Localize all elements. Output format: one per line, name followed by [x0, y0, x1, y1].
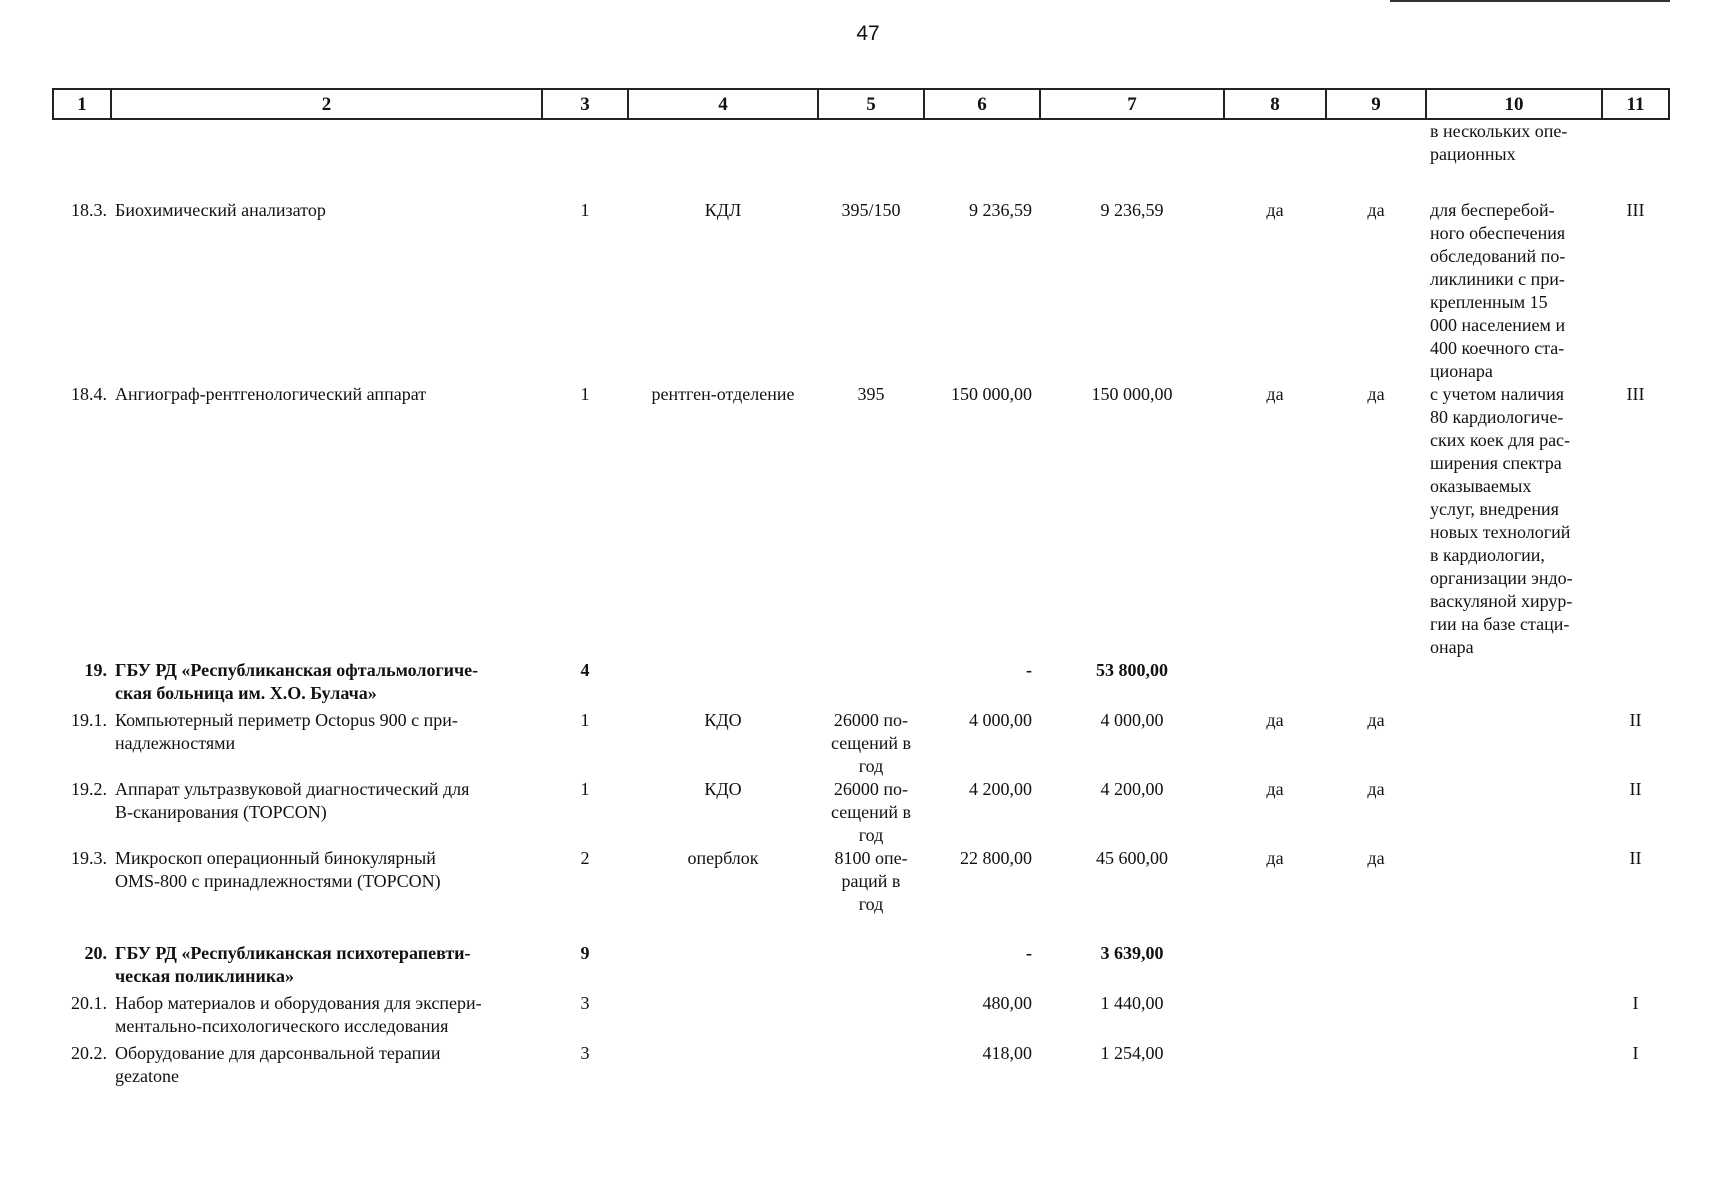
justification [1426, 778, 1602, 847]
column-8-value: да [1266, 384, 1284, 404]
row-number [53, 119, 111, 199]
item-name: Набор материалов и оборудования для экспери- ментально-психологического исследования [115, 993, 482, 1036]
department [628, 659, 818, 709]
quantity: 9 [580, 943, 590, 963]
column-9-value [1326, 659, 1426, 709]
column-9-value: да [1367, 384, 1385, 404]
total-cost: 9 236,59 [1100, 200, 1164, 220]
column-8-value: да [1266, 848, 1284, 868]
column-header: 7 [1040, 89, 1224, 119]
workload [818, 1042, 924, 1092]
item-name: Компьютерный периметр Octopus 900 с при- надлежностями [115, 710, 458, 753]
table-row [53, 942, 1669, 992]
table-body [53, 89, 1669, 1092]
total-cost: 4 000,00 [1100, 710, 1164, 730]
department [628, 992, 818, 1042]
total-cost: 45 600,00 [1096, 848, 1168, 868]
column-9-value: да [1367, 779, 1385, 799]
table-row [53, 199, 1669, 383]
column-header: 9 [1326, 89, 1426, 119]
row-number: 18.4. [71, 384, 107, 404]
table-row [53, 119, 1669, 199]
department: КДО [704, 779, 742, 799]
category [1602, 942, 1669, 992]
quantity: 1 [580, 200, 590, 220]
category: II [1629, 710, 1642, 730]
category [1602, 119, 1669, 199]
total-cost: 4 200,00 [1100, 779, 1164, 799]
total-cost: 1 440,00 [1100, 993, 1164, 1013]
workload: 395 [857, 384, 885, 404]
justification: в нескольких опе- рационных [1430, 121, 1568, 164]
quantity: 1 [580, 710, 590, 730]
justification [1426, 847, 1602, 942]
category: II [1629, 779, 1642, 799]
column-header: 6 [924, 89, 1040, 119]
quantity: 1 [580, 384, 590, 404]
item-name: Аппарат ультразвуковой диагностический для В-сканирования (TOPCON) [115, 779, 470, 822]
column-9-value [1326, 1042, 1426, 1092]
unit-price: 4 000,00 [969, 710, 1032, 730]
unit-price: 418,00 [982, 1043, 1032, 1063]
row-number: 20.1. [71, 993, 107, 1013]
justification [1426, 709, 1602, 778]
total-cost [1040, 119, 1224, 199]
column-header: 5 [818, 89, 924, 119]
department [628, 119, 818, 199]
table-row [53, 1042, 1669, 1092]
total-cost: 150 000,00 [1091, 384, 1173, 404]
unit-price: 9 236,59 [969, 200, 1032, 220]
workload [818, 942, 924, 992]
equipment-table [52, 88, 1670, 1092]
unit-price: 22 800,00 [960, 848, 1032, 868]
quantity [542, 119, 628, 199]
column-8-value [1224, 992, 1326, 1042]
column-header: 3 [542, 89, 628, 119]
column-header: 8 [1224, 89, 1326, 119]
category [1602, 659, 1669, 709]
row-number: 20.2. [71, 1043, 107, 1063]
table-row [53, 992, 1669, 1042]
unit-price [924, 119, 1040, 199]
justification: для бесперебой- ного обеспечения обследований по- ликлиники с при- крепленным 15 000 населением и 400 коечного ста- ционара [1430, 200, 1566, 381]
table-row [53, 383, 1669, 659]
row-number: 19.1. [71, 710, 107, 730]
unit-price: 150 000,00 [951, 384, 1032, 404]
column-number-row [53, 89, 1669, 119]
column-8-value: да [1266, 779, 1284, 799]
unit-price: 4 200,00 [969, 779, 1032, 799]
item-name: Микроскоп операционный бинокулярный OMS-800 с принадлежностями (TOPCON) [115, 848, 441, 891]
justification: с учетом наличия 80 кардиологиче- ских коек для рас- ширения спектра оказываемых услуг, внедрения новых технологий в кардиологии, организации эндо- васкуляной хирур- гии на базе стаци- онара [1430, 384, 1573, 657]
department [628, 1042, 818, 1092]
workload: 26000 по- сещений в год [831, 779, 911, 845]
item-name: Ангиограф-рентгенологический аппарат [115, 384, 427, 404]
department: рентген-отделение [651, 384, 795, 404]
category: I [1632, 1043, 1639, 1063]
quantity: 2 [580, 848, 590, 868]
column-header: 11 [1602, 89, 1669, 119]
column-8-value: да [1266, 710, 1284, 730]
column-header: 1 [53, 89, 111, 119]
justification [1426, 659, 1602, 709]
unit-price: - [1026, 943, 1032, 963]
table-row [53, 778, 1669, 847]
unit-price: - [1026, 660, 1032, 680]
column-9-value [1326, 119, 1426, 199]
table-row [53, 709, 1669, 778]
total-cost: 3 639,00 [1100, 943, 1164, 963]
column-header: 2 [111, 89, 542, 119]
top-rule [1390, 0, 1670, 2]
column-header: 4 [628, 89, 818, 119]
total-cost: 1 254,00 [1100, 1043, 1164, 1063]
total-cost: 53 800,00 [1096, 660, 1168, 680]
column-9-value: да [1367, 200, 1385, 220]
quantity: 4 [580, 660, 590, 680]
item-name [111, 119, 542, 199]
quantity: 3 [580, 1043, 590, 1063]
category: II [1629, 848, 1642, 868]
item-name: Биохимический анализатор [115, 200, 326, 220]
row-number: 18.3. [71, 200, 107, 220]
quantity: 1 [580, 779, 590, 799]
item-name: Оборудование для дарсонвальной терапии gezatone [115, 1043, 441, 1086]
column-9-value: да [1367, 848, 1385, 868]
row-number: 19.2. [71, 779, 107, 799]
category: III [1626, 200, 1645, 220]
column-9-value [1326, 992, 1426, 1042]
item-name: ГБУ РД «Республиканская психотерапевти- ческая поликлиника» [115, 943, 471, 986]
workload [818, 119, 924, 199]
row-number: 19.3. [71, 848, 107, 868]
table-row [53, 659, 1669, 709]
column-8-value [1224, 942, 1326, 992]
row-number: 20. [84, 943, 107, 963]
column-8-value [1224, 659, 1326, 709]
column-8-value: да [1266, 200, 1284, 220]
justification [1426, 1042, 1602, 1092]
column-8-value [1224, 1042, 1326, 1092]
unit-price: 480,00 [982, 993, 1032, 1013]
column-9-value [1326, 942, 1426, 992]
page-number: 47 [856, 22, 880, 45]
row-number: 19. [84, 660, 107, 680]
column-header: 10 [1426, 89, 1602, 119]
item-name: ГБУ РД «Республиканская офтальмологиче- ская больница им. Х.О. Булача» [115, 660, 479, 703]
workload: 8100 опе- раций в год [834, 848, 908, 914]
workload [818, 659, 924, 709]
column-9-value: да [1367, 710, 1385, 730]
workload: 395/150 [841, 200, 901, 220]
column-8-value [1224, 119, 1326, 199]
category: I [1632, 993, 1639, 1013]
category: III [1626, 384, 1645, 404]
department: КДЛ [704, 200, 742, 220]
workload [818, 992, 924, 1042]
workload: 26000 по- сещений в год [831, 710, 911, 776]
justification [1426, 992, 1602, 1042]
justification [1426, 942, 1602, 992]
department [628, 942, 818, 992]
department: оперблок [687, 848, 759, 868]
quantity: 3 [580, 993, 590, 1013]
department: КДО [704, 710, 742, 730]
table-row [53, 847, 1669, 942]
